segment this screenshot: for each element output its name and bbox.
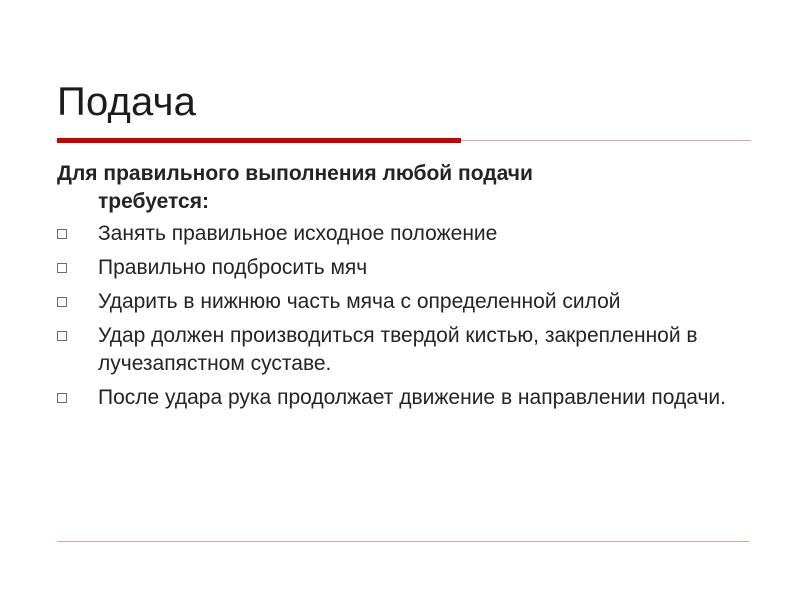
slide-content — [57, 160, 747, 418]
square-bullet-icon — [57, 331, 67, 341]
lead-text-line-2: требуется: — [98, 190, 209, 213]
lead-paragraph — [57, 160, 747, 216]
list-item-text: После удара рука продолжает движение в направлении подачи. — [98, 386, 727, 409]
list-item-text: Занять правильное исходное положение — [98, 222, 498, 245]
list-item — [57, 254, 747, 282]
footer-divider-line — [57, 541, 749, 542]
list-item-text: Удар должен производиться твердой кистью, закрепленной в лучезапястном суставе. — [98, 324, 698, 375]
square-bullet-icon — [57, 297, 67, 307]
list-item — [57, 220, 747, 248]
lead-text-line-1: Для правильного выполнения любой подачи — [57, 162, 533, 185]
square-bullet-icon — [57, 263, 67, 273]
title-accent-bar — [57, 138, 461, 143]
list-item-text: Ударить в нижнюю часть мяча с определенной силой — [98, 290, 621, 313]
list-item — [57, 384, 747, 412]
list-item — [57, 288, 747, 316]
title-divider-line — [461, 140, 751, 141]
square-bullet-icon — [57, 393, 67, 403]
square-bullet-icon — [57, 229, 67, 239]
slide-title: Подача — [57, 80, 197, 124]
list-item — [57, 322, 747, 378]
list-item-text: Правильно подбросить мяч — [98, 256, 368, 279]
bullet-list — [57, 220, 747, 412]
